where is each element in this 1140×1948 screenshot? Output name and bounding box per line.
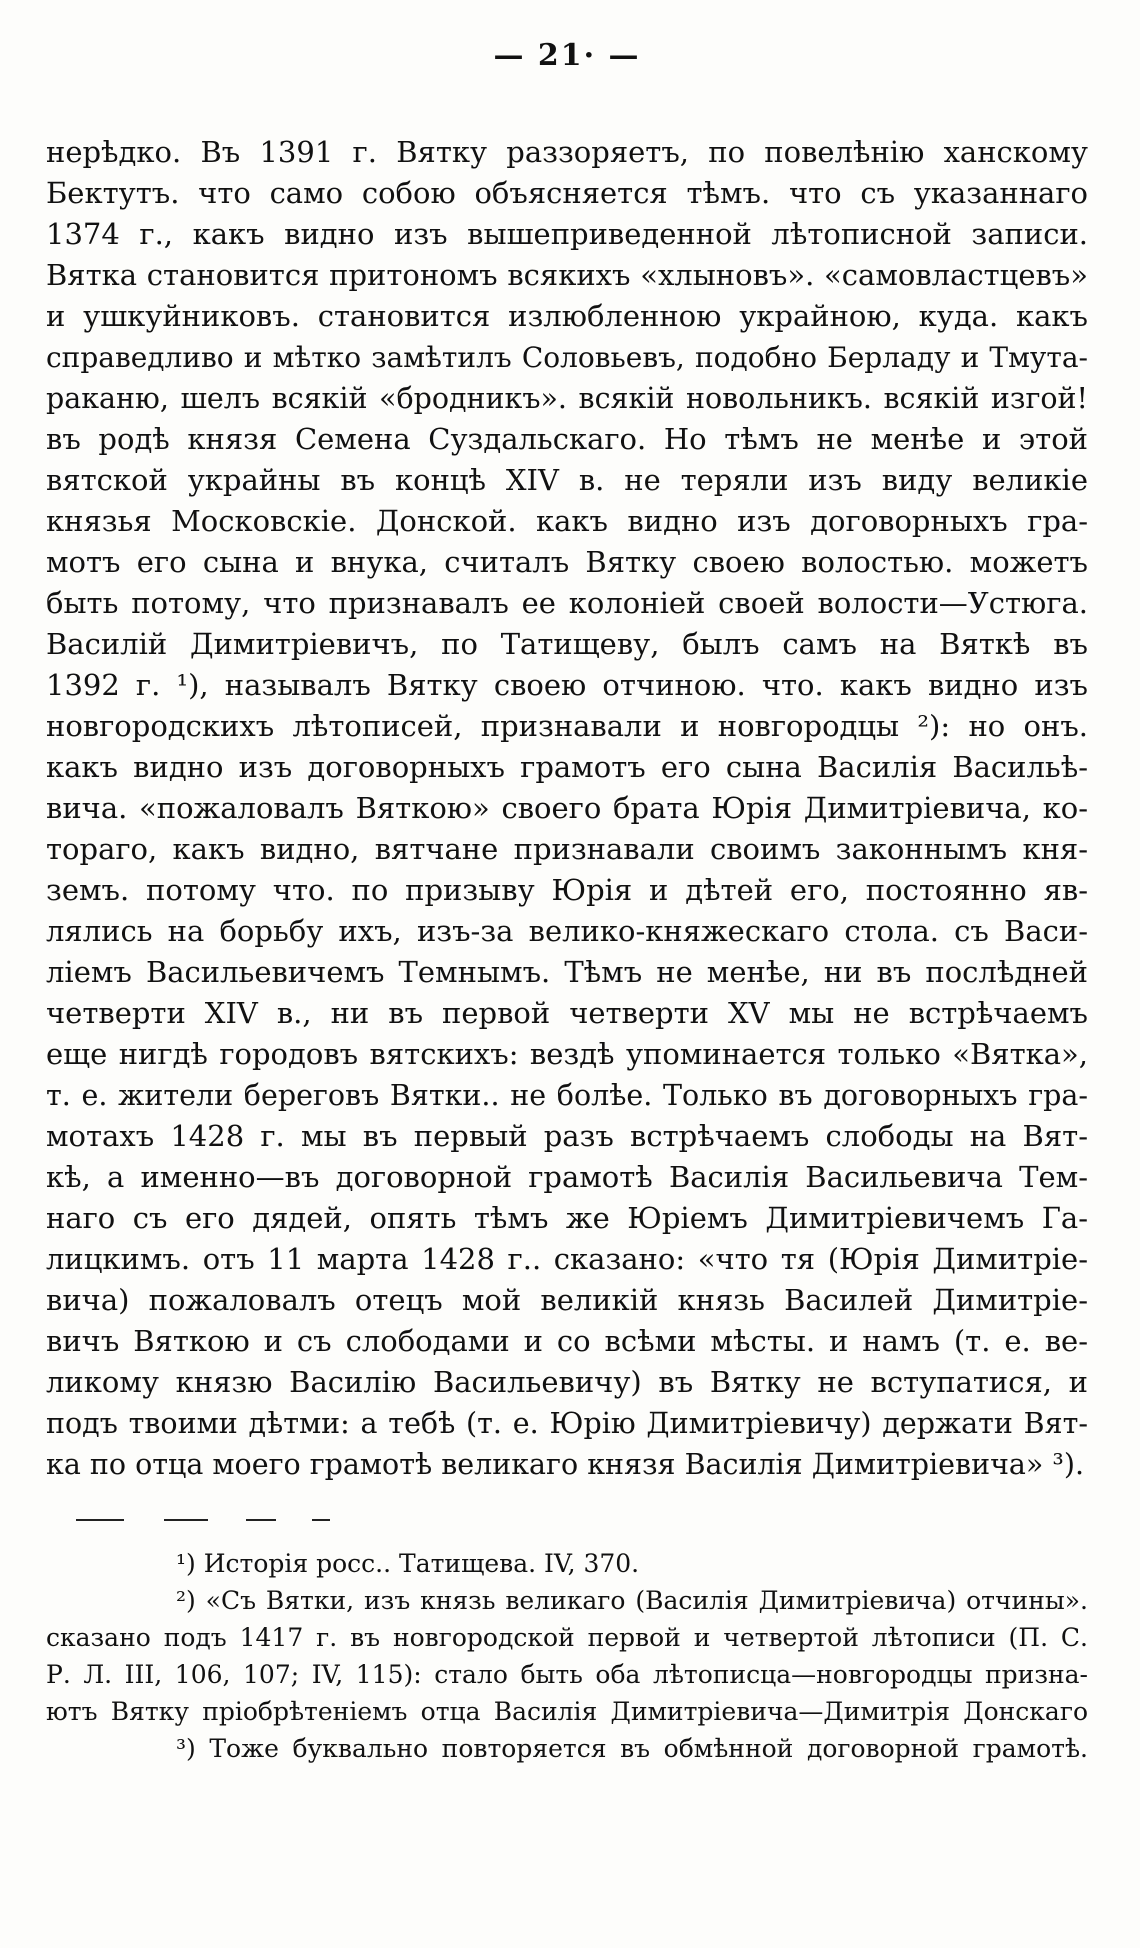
body-line: Бектутъ. что само собою объясняется тѣмъ. что съ указаннаго xyxy=(46,176,1088,210)
body-line: мотъ его сына и внука, считалъ Вятку своею волостью. можетъ xyxy=(46,545,1088,579)
body-line: вятской украйны въ концѣ XIV в. не теряли изъ виду великіе xyxy=(46,463,1088,497)
body-line: т. е. жители береговъ Вятки.. не болѣе. Только въ договорныхъ гра- xyxy=(46,1079,1088,1112)
body-line: раканю, шелъ всякій «бродникъ». всякій новольникъ. всякій изгой! xyxy=(46,382,1088,415)
footnotes xyxy=(46,1545,1088,1767)
separator-dash xyxy=(164,1519,208,1521)
footnote-line: ютъ Вятку пріобрѣтеніемъ отца Василія Димитріевича—Димитрія Донскаго xyxy=(46,1697,1088,1726)
body-line: быть потому, что признавалъ ее колоніей своей волости—Устюга. xyxy=(46,586,1088,620)
body-line: Василій Димитріевичъ, по Татищеву, былъ самъ на Вяткѣ въ xyxy=(46,627,1088,661)
body-line: 1392 г. ¹), называлъ Вятку своею отчиною. что. какъ видно изъ xyxy=(46,668,1088,702)
page-number: — 21· — xyxy=(493,38,641,73)
footnote-line: ¹) Исторія росс.. Татищева. IV, 370. xyxy=(176,1549,640,1578)
body-line: и ушкуйниковъ. становится излюбленною украйною, куда. какъ xyxy=(46,299,1088,333)
body-line: еще нигдѣ городовъ вятскихъ: вездѣ упоминается только «Вятка», xyxy=(46,1037,1088,1071)
body-line: кѣ, а именно—въ договорной грамотѣ Василія Васильевича Тем- xyxy=(46,1160,1088,1194)
body-line: земъ. потому что. по призыву Юрія и дѣтей его, постоянно яв- xyxy=(46,873,1088,907)
body-line: подъ твоими дѣтми: а тебѣ (т. е. Юрію Димитріевичу) держати Вят- xyxy=(46,1407,1088,1440)
footnote-separator xyxy=(76,1505,1088,1535)
footnote-line: ³) Тоже буквально повторяется въ обмѣнной договорной грамотѣ. xyxy=(176,1734,1088,1763)
body-line: князья Московскіе. Донской. какъ видно изъ договорныхъ гра- xyxy=(46,504,1088,538)
body-line: ліемъ Васильевичемъ Темнымъ. Тѣмъ не менѣе, ни въ послѣдней xyxy=(46,955,1088,989)
body-line: какъ видно изъ договорныхъ грамотъ его сына Василія Васильѣ- xyxy=(46,750,1088,784)
body-line: справедливо и мѣтко замѣтилъ Соловьевъ, подобно Берладу и Тмута- xyxy=(46,341,1088,374)
body-line: ликому князю Василію Васильевичу) въ Вятку не вступатися, и xyxy=(46,1365,1088,1399)
body-line: вича) пожаловалъ отецъ мой великій князь Василей Димитріе- xyxy=(46,1283,1088,1317)
body-line: тораго, какъ видно, вятчане признавали своимъ законнымъ кня- xyxy=(46,832,1088,866)
separator-dash xyxy=(312,1519,330,1521)
body-text xyxy=(46,132,1088,1485)
separator-dash xyxy=(246,1519,276,1521)
body-line: мотахъ 1428 г. мы въ первый разъ встрѣчаемъ слободы на Вят- xyxy=(46,1119,1088,1153)
body-line: четверти XIV в., ни въ первой четверти XV мы не встрѣчаемъ xyxy=(46,996,1088,1030)
body-line: новгородскихъ лѣтописей, признавали и новгородцы ²): но онъ. xyxy=(46,709,1088,743)
separator-dash xyxy=(76,1519,124,1521)
footnote-line: ²) «Съ Вятки, изъ князь великаго (Василія Димитріевича) отчины». xyxy=(176,1586,1088,1615)
body-line: въ родѣ князя Семена Суздальскаго. Но тѣмъ не менѣе и этой xyxy=(46,422,1088,456)
body-line: 1374 г., какъ видно изъ вышеприведенной лѣтописной записи. xyxy=(46,217,1088,251)
body-line: вичъ Вяткою и съ слободами и со всѣми мѣсты. и намъ (т. е. ве- xyxy=(46,1324,1088,1358)
body-line: нерѣдко. Въ 1391 г. Вятку раззоряетъ, по повелѣнію ханскому xyxy=(46,135,1088,169)
body-line: лицкимъ. отъ 11 марта 1428 г.. сказано: «что тя (Юрія Димитріе- xyxy=(46,1242,1088,1276)
body-line: ка по отца моего грамотѣ великаго князя Василія Димитріевича» ³). xyxy=(46,1448,1085,1481)
body-line: вича. «пожаловалъ Вяткою» своего брата Юрія Димитріевича, ко- xyxy=(46,791,1088,825)
footnote-line: сказано подъ 1417 г. въ новгородской первой и четвертой лѣтописи (П. С. xyxy=(46,1623,1088,1652)
body-line: лялись на борьбу ихъ, изъ-за велико-княжескаго стола. съ Васи- xyxy=(46,914,1088,948)
body-line: Вятка становится притономъ всякихъ «хлыновъ». «самовластцевъ» xyxy=(46,258,1088,292)
body-line: наго съ его дядей, опять тѣмъ же Юріемъ Димитріевичемъ Га- xyxy=(46,1201,1088,1235)
footnote-line: Р. Л. III, 106, 107; IV, 115): стало быть оба лѣтописца—новгородцы призна- xyxy=(46,1660,1088,1689)
